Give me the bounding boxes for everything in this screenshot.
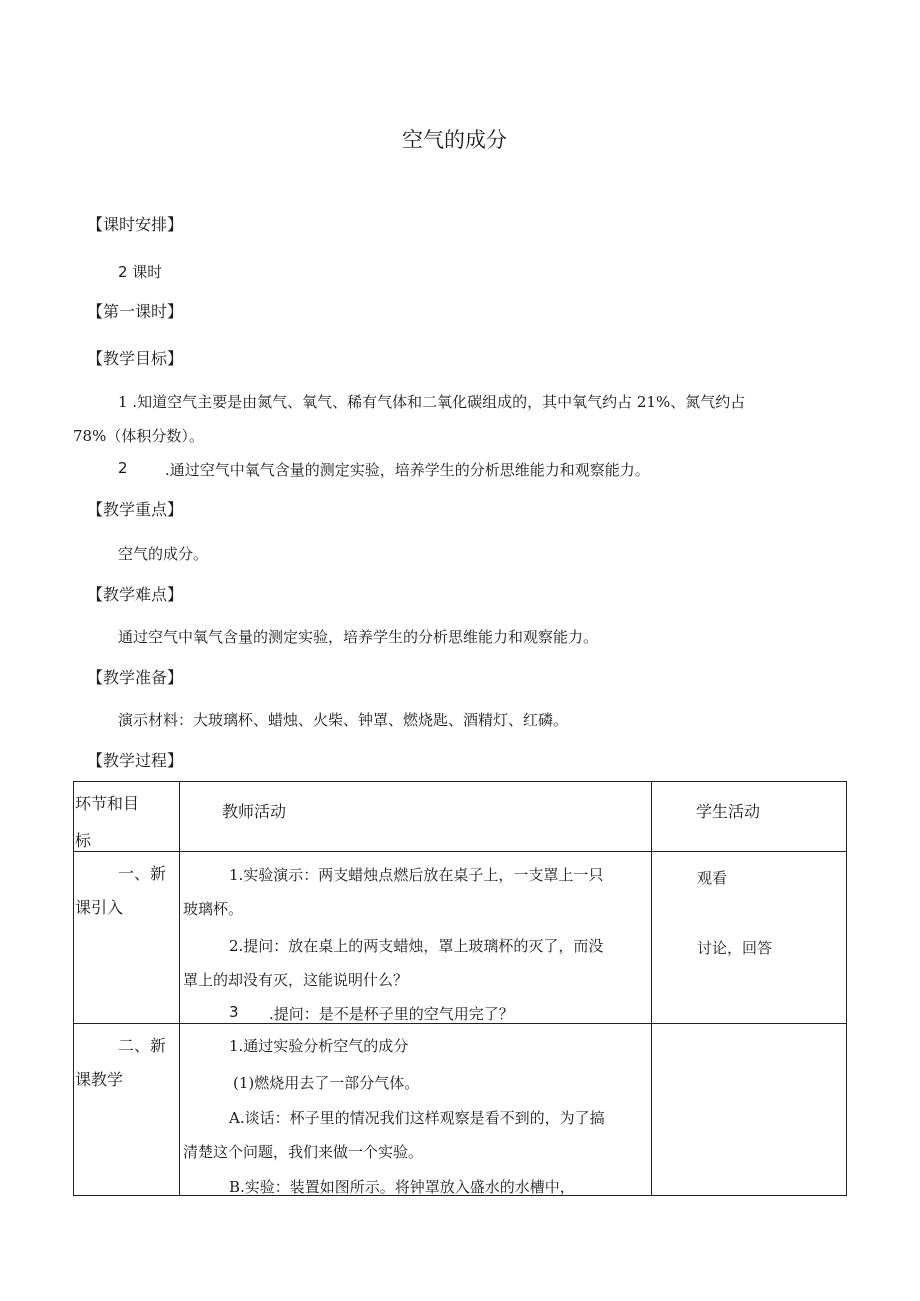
header-student-cell: [652, 782, 847, 852]
process-heading: 【教学过程】: [87, 751, 184, 770]
schedule-heading: 【课时安排】: [87, 215, 184, 234]
row1-student-discuss: 讨论，回答: [697, 939, 773, 957]
row2-stage-line2: 课教学: [75, 1070, 124, 1089]
row1-student-watch: 观看: [697, 869, 728, 887]
row1-student-cell: [652, 852, 847, 1024]
row1-teacher-cell: [180, 852, 652, 1024]
row2-stage-line1: 二、新: [118, 1036, 167, 1055]
objective-1-line1: 1 .知道空气主要是由氮气、氧气、稀有气体和二氧化碳组成的，其中氧气约占 21%、氮气约占: [118, 393, 746, 411]
objective-1-line2: 78%（体积分数）。: [73, 427, 204, 445]
first-lesson-heading: 【第一课时】: [87, 302, 184, 321]
header-stage-line2: 标: [75, 831, 92, 850]
header-teacher-activity: 教师活动: [222, 802, 287, 821]
row1-teacher-line: 1.实验演示：两支蜡烛点燃后放在桌子上，一支罩上一只: [229, 866, 604, 884]
difficulties-value: 通过空气中氧气含量的测定实验，培养学生的分析思维能力和观察能力。: [118, 628, 599, 646]
row2-teacher-cell: [180, 1024, 652, 1196]
process-table: [73, 781, 847, 1196]
row2-student-cell: [652, 1024, 847, 1196]
header-stage-line1: 环节和目: [75, 794, 140, 813]
key-points-heading: 【教学重点】: [87, 500, 184, 519]
header-teacher-cell: [180, 782, 652, 852]
page-title: 空气的成分: [402, 128, 507, 152]
row1-stage-line1: 一、新: [118, 864, 167, 883]
table-row: [74, 1024, 847, 1196]
row1-teacher-line: 2.提问：放在桌上的两支蜡烛，罩上玻璃杯的灭了，而没: [229, 937, 604, 955]
header-stage-cell: [74, 782, 180, 852]
row2-teacher-line: B.实验：装置如图所示。将钟罩放入盛水的水槽中，: [229, 1178, 575, 1196]
objectives-heading: 【教学目标】: [87, 349, 184, 368]
row1-teacher-line: .提问：是不是杯子里的空气用完了？: [269, 1005, 514, 1023]
row1-teacher-line: 罩上的却没有灭，这能说明什么？: [183, 971, 409, 989]
row2-teacher-line: 清楚这个问题，我们来做一个实验。: [183, 1143, 424, 1161]
objective-2-number: 2: [118, 459, 128, 477]
objective-2-text: .通过空气中氧气含量的测定实验，培养学生的分析思维能力和观察能力。: [165, 461, 650, 479]
row1-stage-line2: 课引入: [75, 898, 124, 917]
header-student-activity: 学生活动: [696, 802, 761, 821]
preparation-heading: 【教学准备】: [87, 668, 184, 687]
row2-teacher-line: (1)燃烧用去了一部分气体。: [233, 1074, 420, 1092]
row2-stage-cell: [74, 1024, 180, 1196]
schedule-value: 2 课时: [118, 263, 163, 281]
row2-teacher-line: A.谈话：杯子里的情况我们这样观察是看不到的，为了搞: [229, 1109, 605, 1127]
table-header-row: [74, 782, 847, 852]
row1-teacher-number: 3: [229, 1003, 239, 1021]
difficulties-heading: 【教学难点】: [87, 585, 184, 604]
row1-teacher-line: 玻璃杯。: [183, 900, 244, 918]
row1-stage-cell: [74, 852, 180, 1024]
row2-teacher-line: 1.通过实验分析空气的成分: [229, 1037, 409, 1055]
table-row: [74, 852, 847, 1024]
key-points-value: 空气的成分。: [118, 545, 209, 563]
preparation-value: 演示材料：大玻璃杯、蜡烛、火柴、钟罩、燃烧匙、酒精灯、红磷。: [118, 711, 569, 729]
